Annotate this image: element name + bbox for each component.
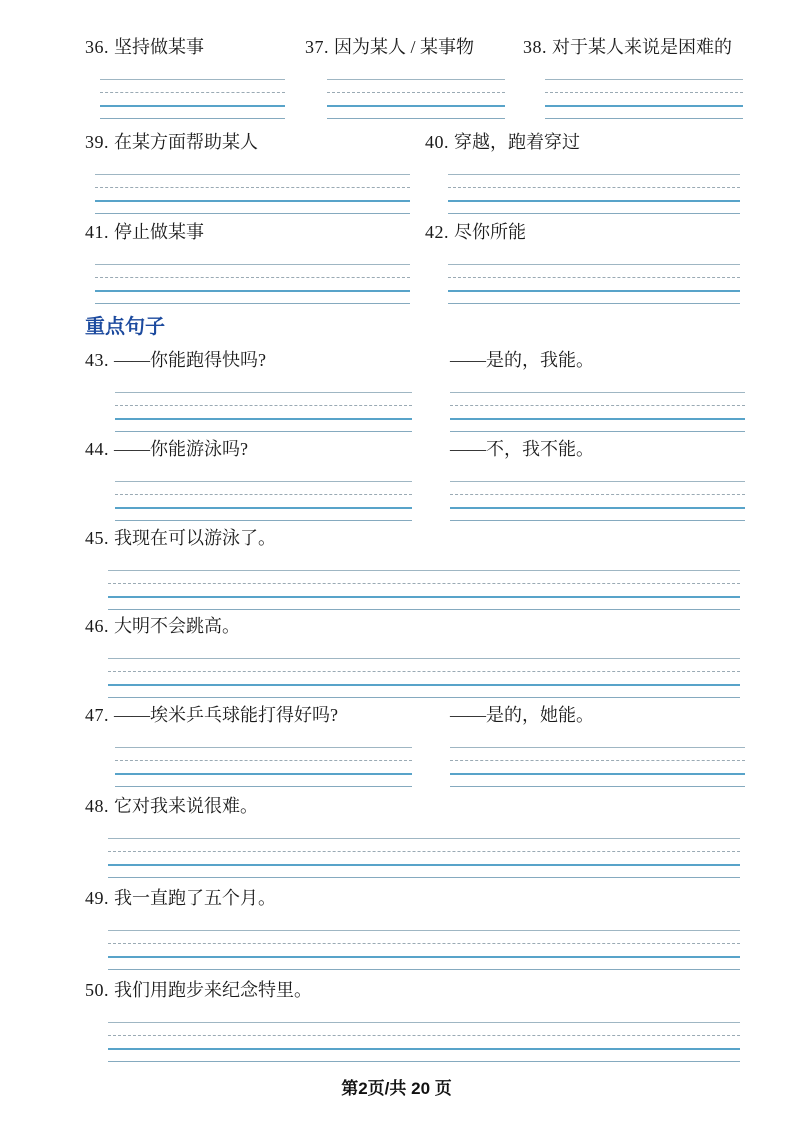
writing-lines bbox=[108, 826, 740, 878]
item-text: 对于某人来说是困难的 bbox=[552, 37, 732, 57]
sentence-item-49 bbox=[85, 886, 745, 970]
writing-lines bbox=[108, 918, 740, 970]
writing-lines bbox=[450, 469, 745, 521]
writing-lines bbox=[115, 469, 412, 521]
question-text: ——你能游泳吗? bbox=[114, 439, 248, 459]
phrase-item-41 bbox=[85, 220, 415, 304]
sentence-item-45 bbox=[85, 526, 745, 610]
phrase-label bbox=[305, 35, 517, 59]
phrase-item-38 bbox=[523, 35, 745, 119]
answer-text: ——是的，她能。 bbox=[450, 705, 594, 725]
sentence-label bbox=[85, 614, 745, 638]
phrase-item-37 bbox=[305, 35, 517, 119]
phrase-item-42 bbox=[425, 220, 745, 304]
sentence-item-50 bbox=[85, 978, 745, 1062]
question-text: ——你能跑得快吗? bbox=[114, 350, 266, 370]
phrase-label bbox=[425, 130, 745, 154]
writing-lines bbox=[327, 67, 505, 119]
item-number: 39. bbox=[85, 132, 109, 152]
writing-lines bbox=[450, 735, 745, 787]
answer-label bbox=[450, 437, 745, 461]
phrase-label bbox=[85, 35, 293, 59]
sentence-label bbox=[85, 526, 745, 550]
sentence-text: 我现在可以游泳了。 bbox=[114, 528, 276, 548]
phrase-item-36 bbox=[85, 35, 293, 119]
item-number: 43. bbox=[85, 350, 109, 370]
question-label bbox=[85, 348, 415, 372]
item-number: 47. bbox=[85, 705, 109, 725]
question-label bbox=[85, 703, 415, 727]
writing-lines bbox=[115, 380, 412, 432]
phrase-label bbox=[425, 220, 745, 244]
item-text: 停止做某事 bbox=[114, 222, 204, 242]
item-number: 44. bbox=[85, 439, 109, 459]
question-item-43 bbox=[85, 348, 415, 432]
item-number: 40. bbox=[425, 132, 449, 152]
writing-lines bbox=[545, 67, 743, 119]
sentence-item-48 bbox=[85, 794, 745, 878]
writing-lines bbox=[448, 162, 740, 214]
item-number: 38. bbox=[523, 37, 547, 57]
sentence-label bbox=[85, 978, 745, 1002]
sentence-text: 大明不会跳高。 bbox=[114, 616, 240, 636]
question-text: ——埃米乒乓球能打得好吗? bbox=[114, 705, 338, 725]
sentence-text: 我们用跑步来纪念特里。 bbox=[114, 980, 312, 1000]
page-number-footer: 第2页/共 20 页 bbox=[341, 1079, 452, 1098]
phrase-label bbox=[85, 220, 415, 244]
answer-item-47 bbox=[450, 703, 745, 787]
phrase-item-39 bbox=[85, 130, 415, 214]
writing-lines bbox=[448, 252, 740, 304]
question-item-47 bbox=[85, 703, 415, 787]
phrase-label bbox=[523, 35, 745, 59]
item-number: 46. bbox=[85, 616, 109, 636]
answer-item-43 bbox=[450, 348, 745, 432]
item-number: 42. bbox=[425, 222, 449, 242]
writing-lines bbox=[95, 162, 410, 214]
phrase-label bbox=[85, 130, 415, 154]
writing-lines bbox=[115, 735, 412, 787]
item-text: 穿越，跑着穿过 bbox=[454, 132, 580, 152]
item-text: 坚持做某事 bbox=[114, 37, 204, 57]
answer-label bbox=[450, 348, 745, 372]
item-text: 因为某人 / 某事物 bbox=[334, 37, 475, 57]
answer-item-44 bbox=[450, 437, 745, 521]
item-number: 48. bbox=[85, 796, 109, 816]
writing-lines bbox=[108, 646, 740, 698]
section-heading-key-sentences: 重点句子 bbox=[85, 316, 165, 338]
item-number: 37. bbox=[305, 37, 329, 57]
phrase-item-40 bbox=[425, 130, 745, 214]
sentence-label bbox=[85, 794, 745, 818]
writing-lines bbox=[450, 380, 745, 432]
question-item-44 bbox=[85, 437, 415, 521]
item-number: 45. bbox=[85, 528, 109, 548]
sentence-text: 我一直跑了五个月。 bbox=[114, 888, 276, 908]
question-label bbox=[85, 437, 415, 461]
item-text: 尽你所能 bbox=[454, 222, 526, 242]
item-number: 41. bbox=[85, 222, 109, 242]
sentence-label bbox=[85, 886, 745, 910]
writing-lines bbox=[95, 252, 410, 304]
sentence-text: 它对我来说很难。 bbox=[114, 796, 258, 816]
answer-label bbox=[450, 703, 745, 727]
answer-text: ——不，我不能。 bbox=[450, 439, 594, 459]
writing-lines bbox=[100, 67, 285, 119]
answer-text: ——是的，我能。 bbox=[450, 350, 594, 370]
sentence-item-46 bbox=[85, 614, 745, 698]
item-number: 36. bbox=[85, 37, 109, 57]
item-number: 49. bbox=[85, 888, 109, 908]
writing-lines bbox=[108, 1010, 740, 1062]
item-number: 50. bbox=[85, 980, 109, 1000]
writing-lines bbox=[108, 558, 740, 610]
item-text: 在某方面帮助某人 bbox=[114, 132, 258, 152]
